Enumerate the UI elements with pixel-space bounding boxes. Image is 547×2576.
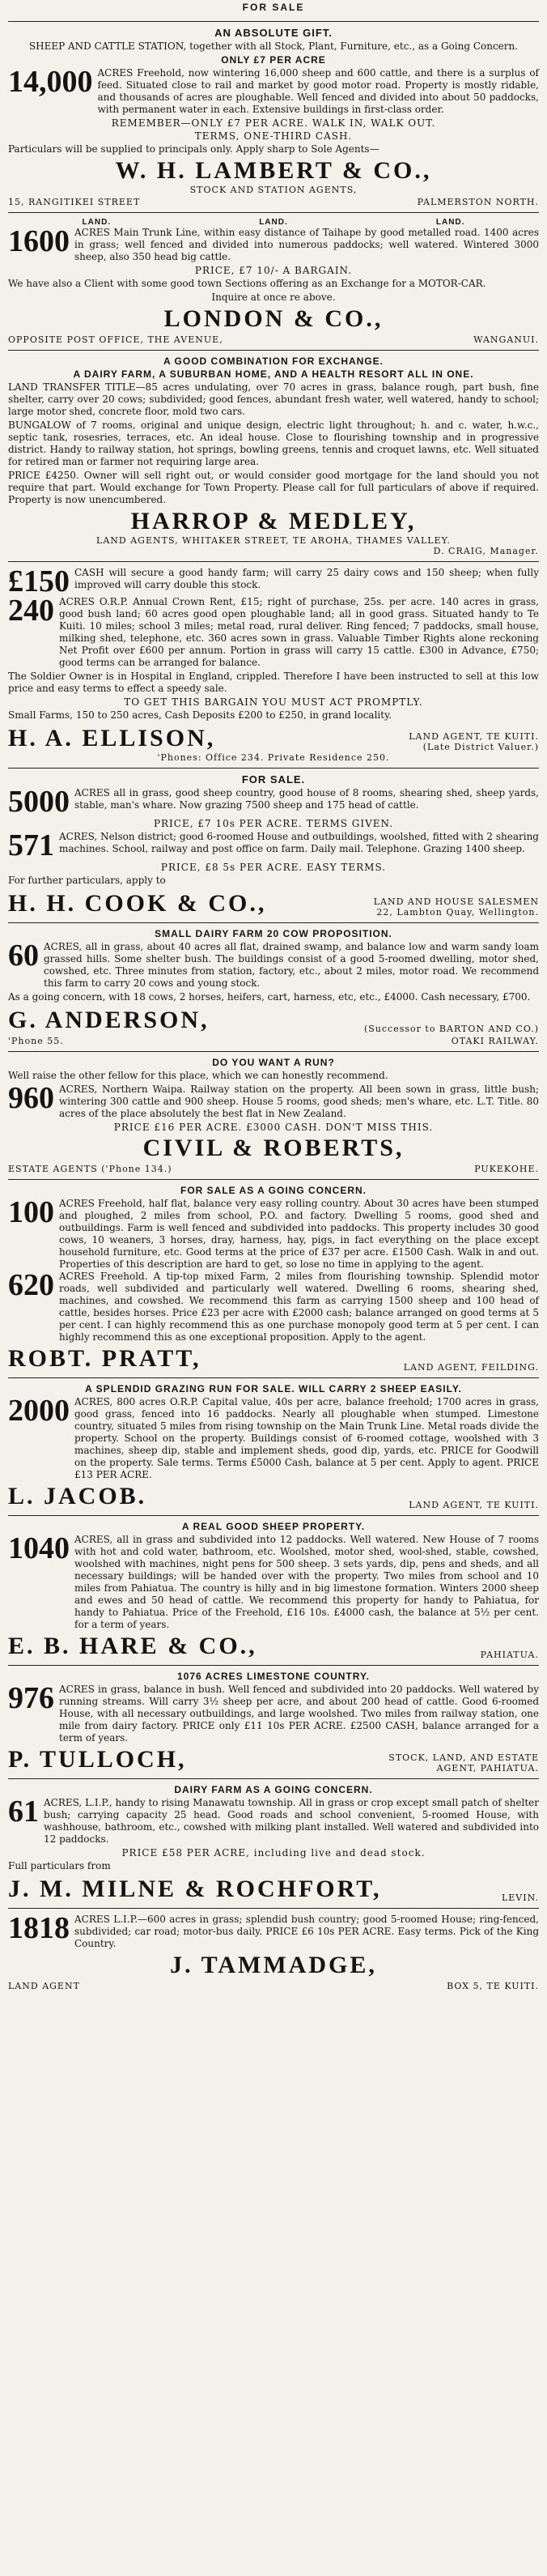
- agent-right: [374, 896, 539, 918]
- acreage-figure: 60: [8, 939, 39, 973]
- agent-line: [8, 1481, 539, 1510]
- land-head: LAND.: [82, 218, 112, 227]
- agent-name: J. M. MILNE & ROCHFORT,: [8, 1876, 382, 1902]
- agent-location: OTAKI RAILWAY.: [451, 1036, 539, 1046]
- ad-body-row: [8, 1911, 539, 1950]
- ad-remember: REMEMBER—ONLY £7 PER ACRE. WALK IN, WALK OUT.: [111, 117, 436, 129]
- agent-address: [8, 1164, 539, 1174]
- agent-location: PUKEKOHE.: [474, 1164, 539, 1174]
- ad-title: FOR SALE.: [241, 773, 306, 786]
- ad-lead: Well raise the other fellow for this place, which we can honestly recommend.: [8, 1070, 388, 1081]
- price-figure: £150: [8, 564, 70, 598]
- agent-name: H. A. ELLISON,: [8, 725, 216, 752]
- agent-location: LEVIN.: [501, 1893, 539, 1903]
- agent-name: ROBT. PRATT,: [8, 1345, 201, 1372]
- address-right: WANGANUI.: [473, 334, 539, 345]
- agent-name: HARROP & MEDLEY,: [130, 508, 417, 534]
- ad-body-row: [8, 1081, 539, 1120]
- ad-price: PRICE, £8 5s PER ACRE. EASY TERMS.: [160, 862, 387, 873]
- agent-name: W. H. LAMBERT & CO.,: [115, 157, 432, 184]
- ad-body: ACRES in grass, balance in bush. Well fenced and subdivided into 20 paddocks. Well watered by running streams. Will carry 3½ sheep per acre, and about 200 head of cattle. Good 6-roomed House, with all necessary outbuildings, and large woolshed. Two miles from railway station, one mile from dairy factory. PRICE only £11 10s PER ACRE. £2500 CASH, balance arranged for a term of years.: [59, 1684, 539, 1744]
- ad-lead: SHEEP AND CATTLE STATION, together with all Stock, Plant, Furniture, etc., as a Going Concern.: [28, 40, 519, 52]
- ad-body: ACRES, L.I.P., handy to rising Manawatu township. All in grass or crop except small patch of shelter bush; carrying capacity 25 head. Good roads and school convenient, 5-roomed House, with washhouse, bathroom, etc., cowshed with milking plant installed. Well watered and subdivided into 12 paddocks.: [44, 1797, 539, 1845]
- ad-title: DAIRY FARM AS A GOING CONCERN.: [174, 1784, 373, 1795]
- agent-right: (Successor to BARTON AND CO.): [363, 1024, 539, 1034]
- ad-further: For further particulars, apply to: [8, 875, 166, 886]
- agent-name: LONDON & CO.,: [163, 305, 384, 332]
- ad-body-row: [8, 1195, 539, 1271]
- agent-location: PAHIATUA.: [480, 1650, 539, 1660]
- ad-body: ACRES, all in grass, about 40 acres all flat, drained swamp, and balance low and warm sandy loam grassed hills. Some shelter bush. The buildings consist of a good 5-roomed dwelling, motor shed, cowshed, etc. Three minutes from station, factory, etc., about 2 miles, motor road. We recommend this farm to carry 20 cows and young stock.: [44, 941, 539, 989]
- agent-right: [409, 731, 539, 752]
- agent-name: J. TAMMADGE,: [170, 1952, 377, 1978]
- ad-body-2: BUNGALOW of 7 rooms, original and unique design, electric light throughout; h. and c. water, h.w.c., septic tank, rosesries, terraces, etc. An ideal house. Close to flourishing township and in progressive district. Handy to railway station, hot springs, bowling greens, tennis and croquet lawns, etc. Well situated for retired man or farmer not requiring large area.: [8, 419, 539, 467]
- ad-body: ACRES Freehold, half flat, balance very easy rolling country. About 30 acres have been stumped and ploughed, 2 miles from school, P.O. and factory. Dwelling 5 rooms, good shed and outbuildings. Farm is well fenced and subdivided into paddocks. This property includes 30 good cows, 10 weaners, 3 horses, dray, harness, hay, pigs, in fact everything on the place except household furniture, etc. Good terms at the price of £37 per acre. £1500 Cash. Walk in and out. Properties of this description are hard to get, so lose no time in applying to the agent.: [59, 1198, 539, 1270]
- ad-small-farms: Small Farms, 150 to 250 acres, Cash Deposits £200 to £250, in grand locality.: [8, 709, 392, 721]
- acreage-figure: 240: [8, 594, 54, 628]
- ad-price: PRICE, £7 10s PER ACRE. TERMS GIVEN.: [153, 818, 394, 829]
- agent-name: E. B. HARE & CO.,: [8, 1633, 257, 1659]
- agent-name: G. ANDERSON,: [8, 1007, 210, 1033]
- ad-body-3: PRICE £4250. Owner will sell right out, or would consider good mortgage for the land should you not require that part. Would exchange for Town Property. Please call for full particulars of above if required. Property is now unencumbered.: [8, 470, 539, 505]
- agent-location: BOX 5, TE KUITI.: [447, 1981, 539, 1991]
- agent-location: LAND AGENT, TE KUITI.: [409, 1500, 539, 1510]
- ad-title: DO YOU WANT A RUN?: [212, 1057, 335, 1068]
- ad-particulars: Particulars will be supplied to principals only. Apply sharp to Sole Agents—: [8, 143, 380, 155]
- ad-ellison: [8, 561, 539, 763]
- divider: [8, 1665, 539, 1666]
- agent-name: L. JACOB.: [8, 1483, 147, 1509]
- agent-line: [8, 1343, 539, 1373]
- acreage-figure: 61: [8, 1795, 39, 1829]
- ad-exchange: We have also a Client with some good town Sections offering as an Exchange for a MOTOR-CAR.: [8, 278, 486, 289]
- land-head: LAND.: [435, 218, 465, 227]
- ad-extra: As a going concern, with 18 cows, 2 horses, heifers, cart, harness, etc, etc., £4000. Cash necessary, £700.: [8, 991, 531, 1003]
- acreage-figure: 571: [8, 828, 54, 862]
- agent-line: [8, 888, 539, 918]
- agent-phones: 'Phones: Office 234. Private Residence 250.: [157, 752, 390, 763]
- agent-sub: STOCK AND STATION AGENTS,: [189, 185, 358, 195]
- address-right: PALMERSTON NORTH.: [417, 197, 539, 207]
- ad-note: The Soldier Owner is in Hospital in England, crippled. Therefore I have been instructed to sell at this low price and easy terms to effect a speedy sale.: [8, 671, 539, 694]
- ad-body: ACRES Freehold, now wintering 16,000 sheep and 600 cattle, and there is a surplus of feed. Situated close to rail and market by good motor road. Property is mostly ridable, and thousands of acres are ploughable. Well fenced and divided into about 50 paddocks, with permanent water in each. Extensive buildings in first-class order.: [97, 67, 539, 115]
- ad-body-1: LAND TRANSFER TITLE—85 acres undulating, over 70 acres in grass, balance rough, part bush, fine shelter, carry over 20 cows; subdivided; good fences, abundant fresh water, well watered, handy to school; large motor shed, concrete floor, mold two cars.: [8, 381, 539, 417]
- divider: [8, 768, 539, 769]
- ad-title: A GOOD COMBINATION FOR EXCHANGE.: [163, 356, 384, 367]
- agent-location: LAND AGENT, FEILDING.: [403, 1362, 539, 1373]
- ad-title: 1076 ACRES LIMESTONE COUNTRY.: [177, 1671, 370, 1682]
- agent-name: H. H. COOK & CO.,: [8, 890, 267, 917]
- ad-body: ACRES, Northern Waipa. Railway station on the property. All been sown in grass, little bush; wintering 300 cattle and 900 sheep. House 5 rooms, good sheds; men's whare, etc. L.T. Title. 80 acres of the place absolutely the best flat in New Zealand.: [59, 1084, 539, 1119]
- ad-title: A SPLENDID GRAZING RUN FOR SALE. WILL CARRY 2 SHEEP EASILY.: [85, 1383, 462, 1394]
- ad-body-row: [8, 1396, 539, 1481]
- ad-hare: [8, 1515, 539, 1660]
- ad-lambert: [8, 21, 539, 207]
- agent-line: [8, 1631, 539, 1660]
- divider: [8, 561, 539, 562]
- agent-address: [8, 334, 539, 345]
- divider: [8, 1179, 539, 1180]
- ad-milne-rochfort: [8, 1778, 539, 1903]
- agent-left: LAND AGENT: [8, 1981, 80, 1991]
- ad-title: A REAL GOOD SHEEP PROPERTY.: [181, 1521, 366, 1532]
- acreage-figure: 960: [8, 1081, 54, 1115]
- ad-body-row: [8, 941, 539, 990]
- acreage-figure: 2000: [8, 1394, 70, 1428]
- agent-name: CIVIL & ROBERTS,: [142, 1135, 405, 1161]
- section-header: FOR SALE: [242, 2, 305, 13]
- ad-body-row: [8, 1797, 539, 1846]
- ad-cook: [8, 768, 539, 918]
- divider: [8, 21, 539, 22]
- ad-title: SMALL DAIRY FARM 20 COW PROPOSITION.: [155, 928, 392, 939]
- ad-price: PRICE £58 PER ACRE, including live and dead stock.: [121, 1847, 426, 1859]
- ad-body-row: [8, 596, 539, 669]
- ad-body-row: [8, 224, 539, 263]
- ad-anderson: [8, 922, 539, 1046]
- ad-tammadge: [8, 1908, 539, 1991]
- agent-manager: D. CRAIG, Manager.: [433, 546, 539, 556]
- agent-line: [8, 723, 539, 752]
- ad-title: FOR SALE AS A GOING CONCERN.: [180, 1185, 367, 1196]
- agent-line: [8, 1005, 539, 1034]
- agent-address: LAND AGENTS, WHITAKER STREET, TE AROHA, THAMES VALLEY.: [96, 535, 451, 546]
- ad-body: ACRES, 800 acres O.R.P. Capital value, 40s per acre, balance freehold; 1700 acres in grass, good grass, fenced into 16 paddocks. Nearly all ploughable when stumped. Limestone country, situated 5 miles from rising township on the Main Trunk Line. Metal roads divide the property. School on the property. Buildings consist of 6-roomed cottage, woolshed with 3 machines, sheep dip, stable and implement sheds, good dip, yards, etc. PRICE for Goodwill on the property. Sale terms. Terms £5000 Cash, balance at 5 per cent. Apply to agent. PRICE £13 PER ACRE.: [74, 1396, 539, 1480]
- ad-price: PRICE £16 PER ACRE. £3000 CASH. DON'T MISS THIS.: [113, 1122, 434, 1133]
- ad-body-row: [8, 785, 539, 819]
- agent-location: LAND AGENT, TE KUITI.: [409, 731, 539, 742]
- agent-location: 22, Lambton Quay, Wellington.: [376, 907, 539, 918]
- agent-title: LAND AND HOUSE SALESMEN: [373, 896, 539, 907]
- agent-line: [8, 1744, 539, 1773]
- acreage-figure: 1600: [8, 224, 70, 258]
- ad-harrop: [8, 350, 539, 556]
- acreage-figure: 14,000: [8, 65, 93, 99]
- agent-line: [8, 1874, 539, 1903]
- divider: [8, 1778, 539, 1779]
- ad-civil-roberts: [8, 1051, 539, 1174]
- ad-jacob: [8, 1377, 539, 1510]
- ad-body: ACRES, Nelson district; good 6-roomed House and outbuildings, woolshed, fitted with 2 shearing machines. School, railway and post office on farm. Daily mail. Telephone. Grazing 1400 sheep.: [59, 831, 539, 854]
- acreage-figure: 100: [8, 1195, 54, 1229]
- divider: [8, 922, 539, 923]
- agent-title: (Late District Valuer.): [422, 742, 539, 752]
- divider: [8, 1908, 539, 1909]
- divider: [8, 1377, 539, 1378]
- ad-line: CASH will secure a good handy farm; will carry 25 dairy cows and 150 sheep; when fully improved will carry double this stock.: [74, 567, 539, 590]
- ad-full: Full particulars from: [8, 1860, 111, 1871]
- ad-body: ACRES O.R.P. Annual Crown Rent, £15; right of purchase, 25s. per acre. 140 acres in grass, good bush land; 60 acres good open ploughable land; all in good grass. Situated handy to Te Kuiti. 10 miles; school 3 miles; metal road, rural deliver. Ring fenced; 7 paddocks, small house, milking shed, telephone, etc. 360 acres sown in grass. Valuable Timber Rights alone reckoning Net Profit over £600 per annum. Portion in grass will carry 15 cattle. £300 in Advance, £750; good terms can be arranged for balance.: [59, 596, 539, 668]
- divider: [8, 1515, 539, 1516]
- address-left: OPPOSITE POST OFFICE, THE AVENUE,: [8, 334, 223, 345]
- agent-phone: 'Phone 55.: [8, 1036, 64, 1046]
- agent-name: P. TULLOCH,: [8, 1746, 187, 1773]
- land-heads: [8, 218, 539, 227]
- divider: [8, 212, 539, 213]
- ad-body-row: [8, 1531, 539, 1631]
- ad-price-row: [8, 564, 539, 598]
- acreage-figure: 5000: [8, 785, 70, 819]
- ad-inquire: Inquire at once re above.: [211, 292, 336, 303]
- ad-tulloch: [8, 1665, 539, 1773]
- ad-terms: TERMS, ONE-THIRD CASH.: [194, 130, 353, 142]
- ad-body: ACRES L.I.P.—600 acres in grass; splendid bush country; good 5-roomed House; ring-fenced, subdivided; car road; motor-bus daily. PRICE £6 10s PER ACRE. Easy terms. Pick of the King Country.: [74, 1914, 539, 1949]
- acreage-figure: 620: [8, 1268, 54, 1302]
- acreage-figure: 976: [8, 1681, 54, 1715]
- ad-body: ACRES Freehold. A tip-top mixed Farm, 2 miles from flourishing township. Splendid motor roads, well subdivided and particularly well watered. Dwelling 6 rooms, shearing shed, machines, and cowshed. We recommend this farm as carrying 1500 sheep and 100 head of cattle, besides horses. Price £23 per acre with £2000 cash; balance arranged on good terms at 5 per cent. I can highly recommend this as one purchase monopoly good term at 5 per cent. I can highly recommend this as one exceptional proposition. Apply to the agent.: [59, 1271, 539, 1343]
- agent-left: ESTATE AGENTS ('Phone 134.): [8, 1164, 172, 1174]
- divider: [8, 1051, 539, 1052]
- address-left: 15, RANGITIKEI STREET: [8, 197, 141, 207]
- agent-location: STOCK, LAND, AND ESTATE AGENT, PAHIATUA.: [388, 1752, 539, 1773]
- ad-title-2: A DAIRY FARM, A SUBURBAN HOME, AND A HEALTH RESORT ALL IN ONE.: [73, 368, 474, 380]
- ad-london: [8, 212, 539, 345]
- ad-body-row: [8, 1268, 539, 1343]
- agent-address: [8, 1981, 539, 1991]
- ad-pratt: [8, 1179, 539, 1373]
- ad-body: ACRES, all in grass and subdivided into 12 paddocks. Well watered. New House of 7 rooms with hot and cold water, bathroom, etc. Woolshed, motor shed, wool-shed, stable, cowshed, woolshed with machines, night pens for 500 sheep. 3 sets yards, dip, pens and sheds, and all necessary buildings; will be handed over with the property. Two miles from school and 10 miles from Pahiatua. The country is hilly and in big limestone formation. Winters 2000 sheep and ewes and 50 head of cattle. We recommend this property for handy to Pahiatua, for handy to Pahiatua. Price of the Freehold, £16 10s. £4000 cash, the balance at 5½ per cent. for a term of years.: [74, 1534, 539, 1630]
- ad-get: TO GET THIS BARGAIN YOU MUST ACT PROMPTLY.: [124, 696, 423, 708]
- agent-address: [8, 1036, 539, 1046]
- divider: [8, 350, 539, 351]
- acreage-figure: 1040: [8, 1531, 70, 1565]
- acreage-figure: 1818: [8, 1911, 70, 1945]
- ad-body: ACRES Main Trunk Line, within easy distance of Taihape by good metalled road. 1400 acres in grass; well fenced and divided into numerous paddocks; well watered. Wintered 3000 sheep, also 350 head big cattle.: [74, 227, 539, 262]
- ad-body-row: [8, 1681, 539, 1744]
- ad-title: AN ABSOLUTE GIFT.: [214, 27, 333, 39]
- ad-only-price: ONLY £7 PER ACRE: [221, 54, 326, 66]
- ad-body: ACRES all in grass, good sheep country, good house of 8 rooms, shearing shed, sheep yards, stable, man's whare. Now grazing 7500 sheep and 175 head of cattle.: [74, 787, 539, 811]
- ad-price: PRICE, £7 10/- A BARGAIN.: [194, 265, 353, 276]
- agent-address: [8, 197, 539, 207]
- ad-body-row: [8, 828, 539, 862]
- land-head: LAND.: [259, 218, 288, 227]
- ad-body-row: [8, 67, 539, 116]
